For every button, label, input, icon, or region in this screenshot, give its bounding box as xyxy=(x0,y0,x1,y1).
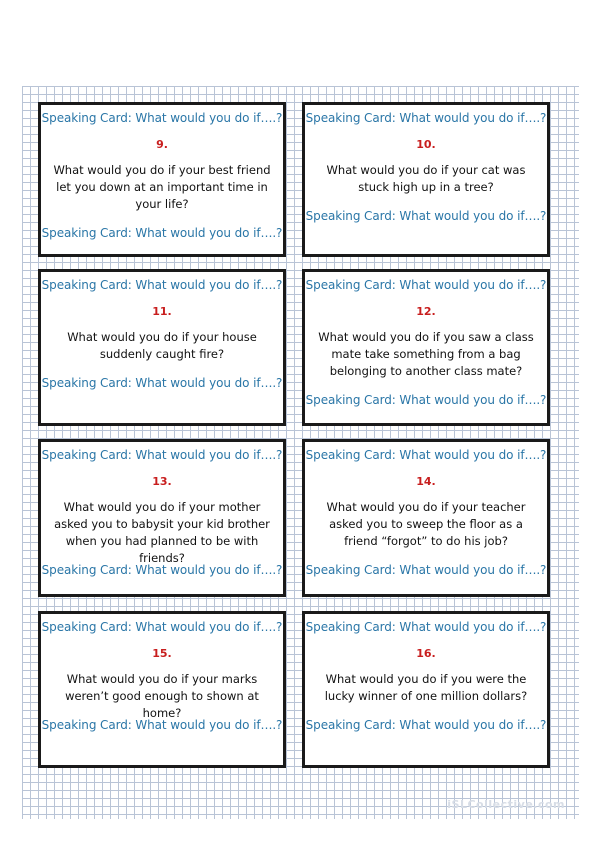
card-number: 10. xyxy=(416,138,436,151)
card-number: 9. xyxy=(156,138,168,151)
card-footer: Speaking Card: What would you do if….? xyxy=(41,563,283,577)
card-number: 15. xyxy=(152,647,172,660)
card-question: What would you do if your marks weren’t good enough to shown at home? xyxy=(65,672,259,720)
speaking-card-13 xyxy=(38,439,286,597)
card-footer: Speaking Card: What would you do if….? xyxy=(41,718,283,732)
card-question: What would you do if your best friend let you down at an important time in your life? xyxy=(53,163,271,211)
speaking-card-9 xyxy=(38,102,286,257)
card-header: Speaking Card: What would you do if….? xyxy=(41,278,283,292)
card-number: 16. xyxy=(416,647,436,660)
card-number: 14. xyxy=(416,475,436,488)
card-header: Speaking Card: What would you do if….? xyxy=(41,111,283,125)
card-footer: Speaking Card: What would you do if….? xyxy=(305,209,547,223)
card-header: Speaking Card: What would you do if….? xyxy=(41,620,283,634)
card-header: Speaking Card: What would you do if….? xyxy=(305,620,547,634)
grid-paper-sheet xyxy=(22,86,579,819)
speaking-card-12 xyxy=(302,269,550,426)
card-question: What would you do if you saw a class mate take something from a bag belonging to another class mate? xyxy=(318,330,534,378)
speaking-card-16 xyxy=(302,611,550,768)
card-footer: Speaking Card: What would you do if….? xyxy=(305,393,547,407)
card-header: Speaking Card: What would you do if….? xyxy=(305,278,547,292)
card-header: Speaking Card: What would you do if….? xyxy=(41,448,283,462)
card-question: What would you do if your mother asked you to babysit your kid brother when you had planned to be with friends? xyxy=(54,500,270,565)
card-header: Speaking Card: What would you do if….? xyxy=(305,111,547,125)
card-number: 13. xyxy=(152,475,172,488)
speaking-card-14 xyxy=(302,439,550,597)
card-footer: Speaking Card: What would you do if….? xyxy=(305,563,547,577)
card-number: 12. xyxy=(416,305,436,318)
card-question: What would you do if your house suddenly caught fire? xyxy=(67,330,257,361)
speaking-card-15 xyxy=(38,611,286,768)
card-footer: Speaking Card: What would you do if….? xyxy=(41,226,283,240)
card-footer: Speaking Card: What would you do if….? xyxy=(305,718,547,732)
card-header: Speaking Card: What would you do if….? xyxy=(305,448,547,462)
card-question: What would you do if you were the lucky winner of one million dollars? xyxy=(324,672,528,703)
speaking-card-11 xyxy=(38,269,286,426)
card-number: 11. xyxy=(152,305,172,318)
card-question: What would you do if your teacher asked you to sweep the floor as a friend “forgot” to do his job? xyxy=(326,500,526,548)
speaking-card-10 xyxy=(302,102,550,257)
card-question: What would you do if your cat was stuck high up in a tree? xyxy=(326,163,526,194)
site-watermark: iSLCollective.com xyxy=(447,798,565,811)
card-footer: Speaking Card: What would you do if….? xyxy=(41,376,283,390)
